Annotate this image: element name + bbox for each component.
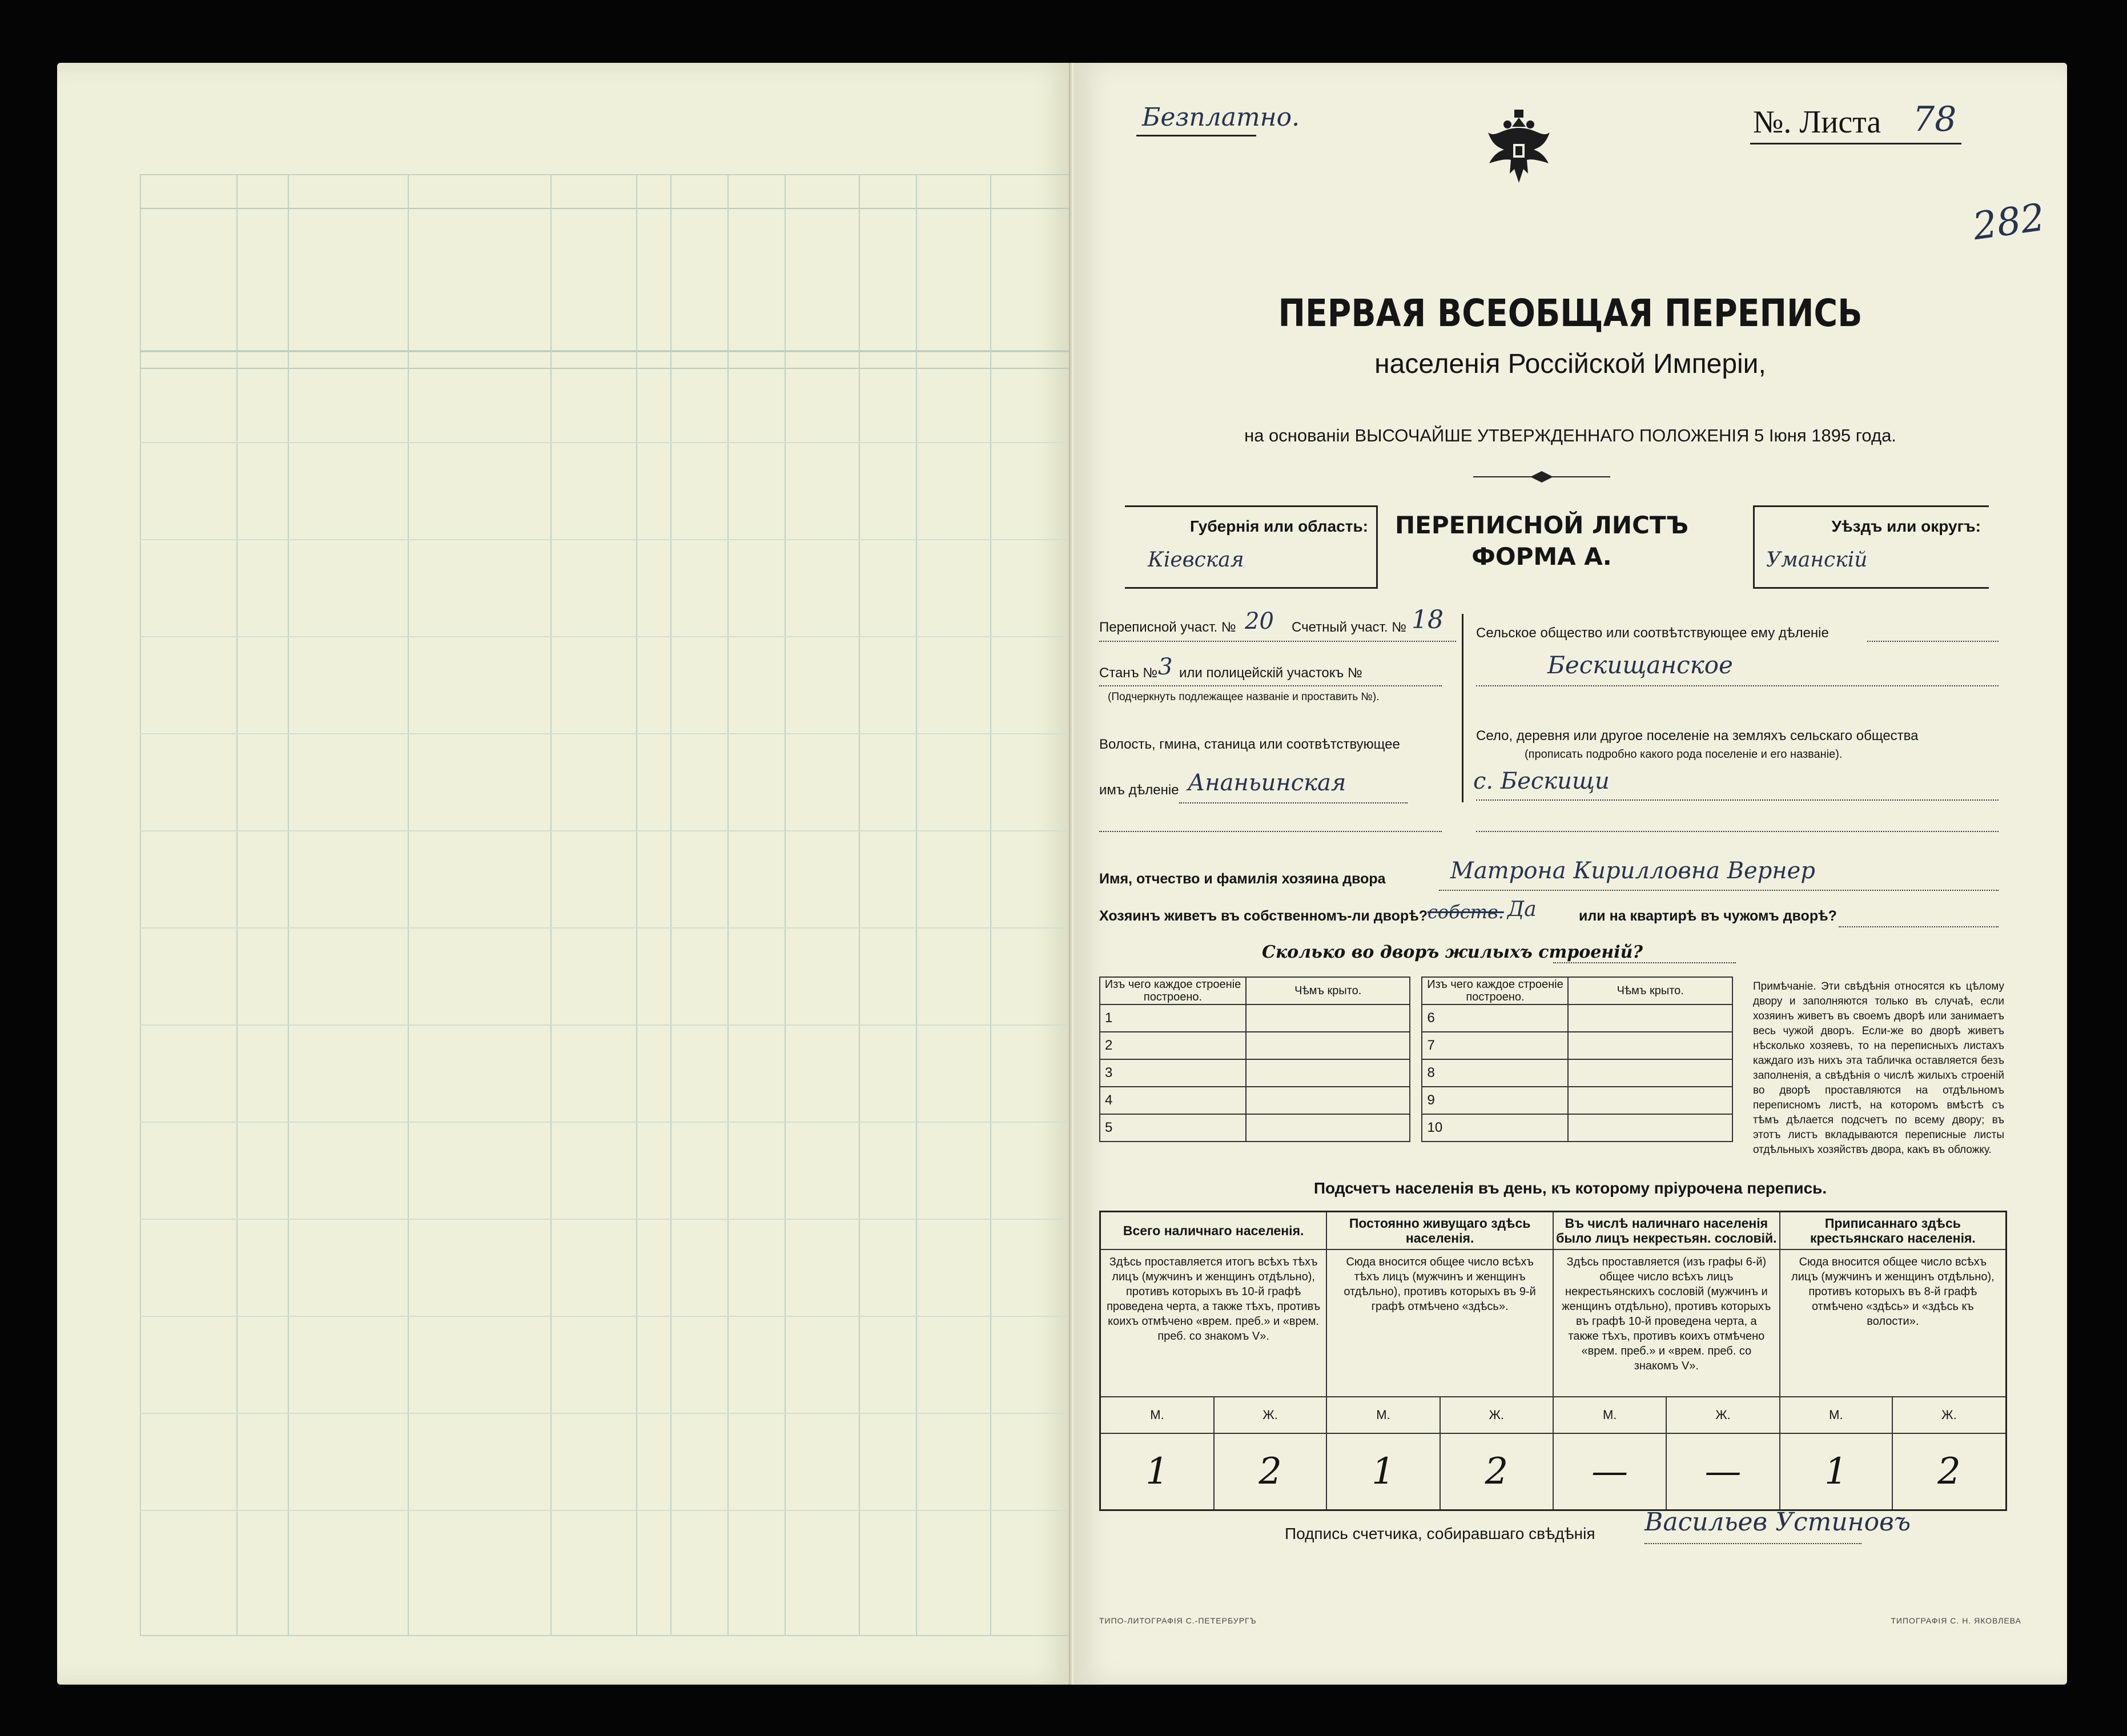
- table-gap: [1410, 1087, 1422, 1114]
- roof-cell: [1246, 1004, 1410, 1032]
- male-count: 1: [1326, 1433, 1440, 1510]
- roof-cell: [1246, 1087, 1410, 1114]
- residence-line: [1839, 926, 1999, 927]
- form-title: [1382, 511, 1702, 570]
- residence-value: Да: [1507, 898, 1537, 921]
- summary-col-head: Постоянно живущаго здѣсь населенія.: [1326, 1212, 1553, 1250]
- male-label: М.: [1326, 1397, 1440, 1433]
- field-column-divider: [1462, 614, 1463, 802]
- female-count: 2: [1440, 1433, 1553, 1510]
- form-title-line2: ФОРМА А.: [1471, 542, 1612, 570]
- imprint-left: ТИПО-ЛИТОГРАФІЯ С.-ПЕТЕРБУРГЪ: [1099, 1616, 1257, 1625]
- row-number: 9: [1422, 1087, 1568, 1114]
- village-label: Село, деревня или другое поселеніе на земляхъ сельскаго общества: [1476, 728, 1919, 744]
- province-box: [1125, 505, 1378, 589]
- residence-alt-label: или на квартирѣ въ чужомъ дворѣ?: [1579, 908, 1837, 924]
- district-value: Уманскій: [1766, 548, 1868, 572]
- row-number: 3: [1100, 1059, 1246, 1087]
- male-count: —: [1553, 1433, 1666, 1510]
- free-stamp-underline: [1136, 135, 1256, 136]
- census-subtitle: населенія Россійской Имперіи,: [1374, 349, 1766, 379]
- census-title: ПЕРВАЯ ВСЕОБЩАЯ ПЕРЕПИСЬ: [1278, 291, 1863, 335]
- volost-line: [1179, 802, 1408, 803]
- signature-line: [1644, 1543, 1861, 1544]
- census-form-page: [1073, 63, 2067, 1685]
- col-built-left: Изъ чего каждое строеніе построено.: [1100, 977, 1246, 1004]
- owner-label: Имя, отчество и фамилія хозяина двора: [1099, 871, 1386, 887]
- roof-cell: [1568, 1087, 1732, 1114]
- col-roof-left: Чѣмъ крыто.: [1246, 977, 1410, 1004]
- margin-page-number: 282: [1970, 195, 2048, 249]
- summary-col-desc: Здѣсь проставляется итогъ всѣхъ тѣхъ лицъ (мужчинъ и женщинъ отдѣльно), противъ которыхъ въ 10-й графѣ проведена черта, а также тѣхъ, противъ коихъ отмѣчено «врем. преб.» и «врем. преб. со знакомъ V».: [1100, 1249, 1327, 1397]
- female-label: Ж.: [1666, 1397, 1779, 1433]
- census-area-value: 20: [1245, 608, 1274, 634]
- sheet-number-label: №. Листа: [1753, 105, 1881, 140]
- signature-label: Подпись счетчика, собиравшаго свѣдѣнія: [1285, 1525, 1595, 1542]
- roof-cell: [1246, 1032, 1410, 1059]
- roof-cell: [1568, 1114, 1732, 1142]
- row-number: 6: [1422, 1004, 1568, 1032]
- imprint-right: ТИПОГРАФІЯ С. Н. ЯКОВЛЕВА: [1891, 1616, 2021, 1625]
- roof-cell: [1246, 1059, 1410, 1087]
- district-label: Уѣздъ или округъ:: [1831, 517, 1981, 535]
- buildings-note: Примѣчаніе. Эти свѣдѣнія относятся къ цѣлому двору и заполняются только въ случаѣ, если хозяинъ живетъ въ своемъ дворѣ или занимаетъ весь чужой дворъ. Если-же во дворѣ живетъ нѣсколько хозяевъ, то на переписныхъ листахъ каждаго изъ нихъ эта табличка оставляется безъ заполненія, а свѣдѣнія о числѣ жилыхъ строеній во дворѣ проставляются на отдѣльномъ переписномъ листѣ, на которомъ вмѣстѣ съ тѣмъ дѣлается подсчетъ по всему двору; въ этотъ листъ вкладываются переписные листы отдѣльныхъ хозяйствъ двора, какъ въ обложку.: [1753, 980, 2004, 1156]
- village-note: (прописать подробно какого рода поселеніе и его названіе).: [1525, 748, 1843, 761]
- summary-col-head: Въ числѣ наличнаго населенія было лицъ некрестьян. сословій.: [1553, 1212, 1780, 1250]
- owner-value: Матрона Кирилловна Вернер: [1450, 858, 1815, 884]
- row-number: 8: [1422, 1059, 1568, 1087]
- col-roof-right: Чѣмъ крыто.: [1568, 977, 1732, 1004]
- roof-cell: [1246, 1114, 1410, 1142]
- rural-society-value: Бескищанское: [1547, 651, 1733, 679]
- female-count: 2: [1214, 1433, 1326, 1510]
- volost-label-2: имъ дѣленіе: [1099, 782, 1179, 798]
- village-line: [1476, 799, 1999, 801]
- sheet-number-value: 78: [1913, 99, 1957, 139]
- male-count: 1: [1100, 1433, 1214, 1510]
- row-number: 7: [1422, 1032, 1568, 1059]
- census-basis: на основаніи ВЫСОЧАЙШЕ УТВЕРЖДЕННАГО ПОЛОЖЕНІЯ 5 Іюня 1895 года.: [1244, 425, 1896, 445]
- residence-struck: собств.: [1428, 901, 1504, 923]
- sheet-number-underline: [1750, 143, 1961, 144]
- rural-society-line: [1867, 641, 1999, 642]
- police-label: или полицейскій участокъ №: [1179, 665, 1362, 681]
- free-stamp: Безплатно.: [1142, 103, 1300, 132]
- owner-line: [1439, 890, 1999, 891]
- bleed-through-grid: [140, 174, 1082, 1636]
- province-label: Губернія или область:: [1189, 517, 1368, 535]
- buildings-line: [1553, 962, 1736, 963]
- roof-cell: [1568, 1059, 1732, 1087]
- col-built-right: Изъ чего каждое строеніе построено.: [1422, 977, 1568, 1004]
- male-label: М.: [1553, 1397, 1666, 1433]
- table-gap: [1410, 977, 1422, 1004]
- summary-col-head: Всего наличнаго населенія.: [1100, 1212, 1327, 1250]
- table-gap: [1410, 1059, 1422, 1087]
- row-number: 2: [1100, 1032, 1246, 1059]
- volost-line-2: [1099, 831, 1442, 832]
- table-gap: [1410, 1004, 1422, 1032]
- stan-label: Станъ №: [1099, 665, 1158, 681]
- village-line-2: [1476, 831, 1999, 832]
- volost-value: Ананьинская: [1188, 770, 1346, 796]
- rural-society-label: Сельское общество или соотвѣтствующее ему дѣленіе: [1476, 625, 1829, 641]
- counting-area-label: Счетный участ. №: [1292, 620, 1406, 635]
- summary-col-head: Приписаннаго здѣсь крестьянскаго населенія.: [1780, 1212, 2007, 1250]
- table-gap: [1410, 1114, 1422, 1142]
- row-number: 4: [1100, 1087, 1246, 1114]
- volost-label: Волость, гмина, станица или соотвѣтствующее: [1099, 737, 1400, 752]
- stan-value: 3: [1158, 654, 1173, 680]
- summary-col-desc: Сюда вносится общее число всѣхъ тѣхъ лицъ (мужчинъ и женщинъ отдѣльно), противъ которыхъ въ 9-й графѣ отмѣчено «здѣсь».: [1326, 1249, 1553, 1397]
- form-title-line1: ПЕРЕПИСНОЙ ЛИСТЪ: [1394, 511, 1689, 539]
- census-area-line: [1099, 641, 1456, 642]
- province-value: Кіевская: [1148, 548, 1244, 572]
- population-summary-table: [1099, 1211, 2007, 1511]
- male-count: 1: [1780, 1433, 1892, 1510]
- row-number: 5: [1100, 1114, 1246, 1142]
- census-area-label: Переписной участ. №: [1099, 620, 1236, 635]
- female-count: 2: [1892, 1433, 2007, 1510]
- summary-col-desc: Здѣсь проставляется (изъ графы 6-й) общее число всѣхъ лицъ некрестьянскихъ сословій (мужчинъ и женщинъ отдѣльно), противъ которыхъ въ графѣ 10-й проведена черта, а также тѣхъ, противъ коихъ отмѣчено «врем. преб.» и «врем. преб. со знакомъ V».: [1553, 1249, 1780, 1397]
- male-label: М.: [1780, 1397, 1892, 1433]
- roof-cell: [1568, 1032, 1732, 1059]
- female-count: —: [1666, 1433, 1779, 1510]
- summary-col-desc: Сюда вносится общее число всѣхъ лицъ (мужчинъ и женщинъ отдѣльно), противъ которыхъ въ 8-й графѣ отмѣчено «здѣсь» и «здѣсь къ волости».: [1780, 1249, 2007, 1397]
- female-label: Ж.: [1440, 1397, 1553, 1433]
- roof-cell: [1568, 1004, 1732, 1032]
- female-label: Ж.: [1214, 1397, 1326, 1433]
- left-page: [57, 63, 1073, 1685]
- double-headed-eagle-icon: [1485, 110, 1553, 187]
- stan-line: [1099, 685, 1442, 686]
- female-label: Ж.: [1892, 1397, 2007, 1433]
- counting-area-value: 18: [1412, 605, 1444, 634]
- table-gap: [1410, 1032, 1422, 1059]
- district-box: [1753, 505, 1989, 589]
- underline-note: (Подчеркнуть подлежащее названіе и проставить №).: [1108, 691, 1380, 703]
- male-label: М.: [1100, 1397, 1214, 1433]
- signature-value: Васильев Устиновъ: [1644, 1508, 1911, 1537]
- rural-society-line-2: [1476, 685, 1999, 686]
- residence-label: Хозяинъ живетъ въ собственномъ-ли дворѣ?: [1099, 908, 1428, 924]
- summary-title: Подсчетъ населенія въ день, къ которому пріурочена перепись.: [1313, 1179, 1827, 1197]
- row-number: 10: [1422, 1114, 1568, 1142]
- buildings-table: [1099, 976, 1733, 1142]
- row-number: 1: [1100, 1004, 1246, 1032]
- ornament-divider-icon: [1473, 471, 1610, 483]
- buildings-question: Сколько во дворъ жилыхъ строеній?: [1262, 942, 1643, 962]
- village-value: с. Бескищи: [1473, 768, 1610, 794]
